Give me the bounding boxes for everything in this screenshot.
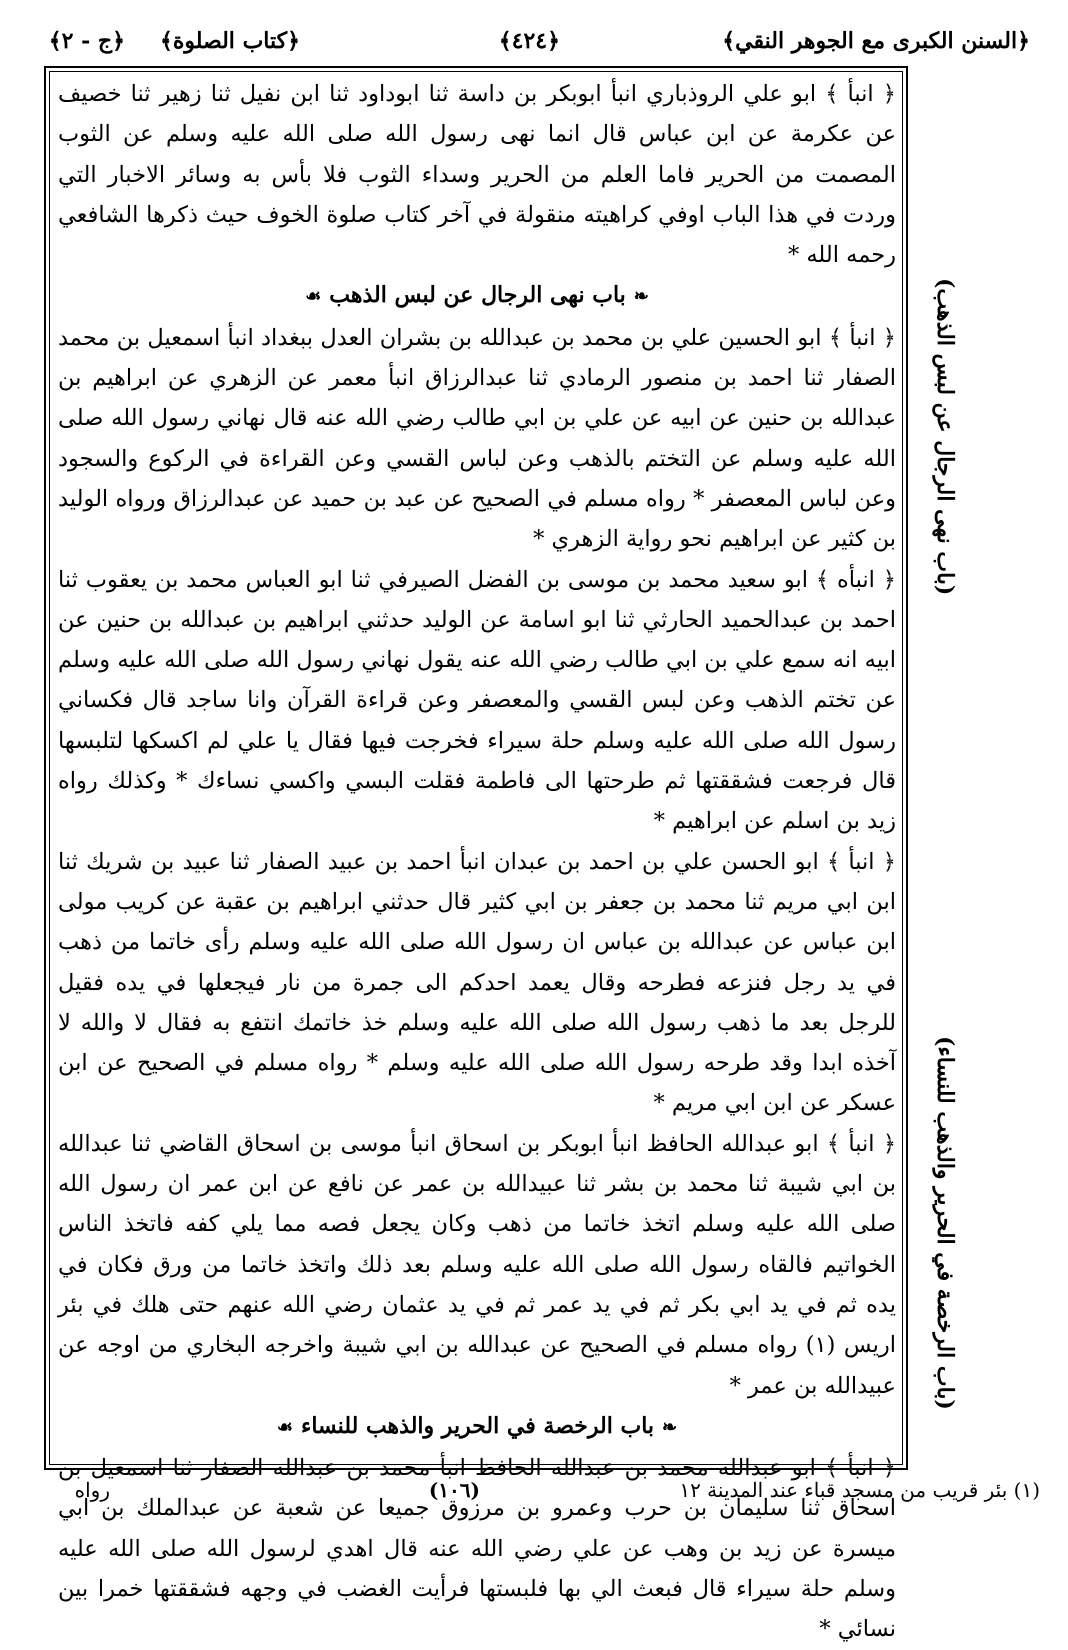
footnote: (١) بئر قريب من مسجد قباء عند المدينة ١٢ [679,1478,1040,1502]
running-title: ﴿السنن الكبرى مع الجوهر النقي﴾ [722,28,1030,54]
hadith-paragraph: ﴿ انبأ ﴾ ابو الحسن علي بن احمد بن عبدان انبأ احمد بن عبيد الصفار ثنا عبيد بن شريك ثنا ابن ابي مريم ثنا محمد بن جعفر بن ابي كثير قال حدثني ابراهيم بن عقبة عن كريب مولى ابن عباس عن عبدالله بن عباس ان رسول الله صلى الله عليه وسلم رأى خاتما من ذهب في يد رجل فنزعه فطرحه وقال يعمد احدكم الى جمرة من نار فيجعلها في يده فقيل للرجل بعد ما ذهب رسول الله صلى الله عليه وسلم خذ خاتمك انتفع به فقال لا والله لا آخذه ابدا وقد طرحه رسول الله صلى الله عليه وسلم * رواه مسلم في الصحيح عن ابن عسكر عن ابن ابي مريم * [58,848,896,1117]
main-text [58,74,896,1650]
ornament-icon: ❧ [662,1416,678,1438]
page-header [30,24,1030,60]
hadith-paragraph: ﴿ انبأ ﴾ ابو عبدالله محمد بن عبدالله الحافظ انبأ محمد بن عبدالله الصفار ثنا اسمعيل بن اسحاق ثنا سليمان بن حرب وعمرو بن مرزوق جميعا عن شعبة عن عبدالملك بن ابي ميسرة عن زيد بن وهب عن علي رضي الله عنه قال اهدي لرسول الله صلى الله عليه وسلم حلة سيراء قال فبعث الي بها فلبستها فرأيت الغضب في وجهه فشققتها خمرا بين نسائي * [58,1455,896,1643]
ornament-icon: ☙ [276,1416,293,1438]
volume-label: ﴿ج - ٢﴾ [48,28,125,54]
chapter-heading [58,1406,896,1448]
hadith-paragraph: ﴿ انبأ ﴾ ابو علي الروذباري انبأ ابوبكر بن داسة ثنا ابوداود ثنا ابن نفيل ثنا زهير ثنا خصيف عن عكرمة عن ابن عباس قال انما نهى رسول الله صلى الله عليه وسلم عن الثوب المصمت من الحرير فاما العلم من الحرير وسداء الثوب فلا بأس به وسائر الاخبار التي وردت في هذا الباب اوفي كراهيته منقولة في آخر كتاب صلوة الخوف حيث ذكرها الشافعي رحمه الله * [58,81,896,269]
hadith-paragraph: ﴿ انبأ ﴾ ابو الحسين علي بن محمد بن عبدالله بن بشران العدل ببغداد انبأ اسمعيل بن محمد الصفار ثنا احمد بن منصور الرمادي ثنا عبدالرزاق انبأ معمر عن الزهري عن ابراهيم بن عبدالله بن حنين عن ابيه عن علي بن ابي طالب رضي الله عنه قال نهاني رسول الله صلى الله عليه وسلم عن التختم بالذهب وعن لباس القسي وعن القراءة في الركوع والسجود وعن لباس المعصفر * رواه مسلم في الصحيح عن عبد بن حميد عن عبدالرزاق ورواه الوليد بن كثير عن ابراهيم نحو رواية الزهري * [58,324,896,553]
page-number: ﴿٤٢٤﴾ [498,28,560,54]
hadith-paragraph: ﴿ انبأ ﴾ ابو عبدالله الحافظ انبأ ابوبكر بن اسحاق انبأ موسى بن اسحاق القاضي ثنا عبدالله بن ابي شيبة ثنا محمد بن بشر ثنا عبيدالله بن عمر عن نافع عن ابن عمر ان رسول الله صلى الله عليه وسلم اتخذ خاتما من ذهب وكان يجعل فصه مما يلي كفه فاتخذ الناس الخواتيم فالقاه رسول الله صلى الله عليه وسلم بعد ذلك واتخذ خاتما من ورق فكان في يده ثم في يد ابي بكر ثم في يد عمر ثم في يد عثمان رضي الله عنهم حتى هلك في بئر اريس (١) رواه مسلم في الصحيح عن عبدالله بن ابي شيبة واخرجه البخاري من اوجه عن عبيدالله بن عمر * [58,1130,896,1399]
margin-gloss: (باب الرخصة في الحرير والذهب للنساء) [932,1036,958,1410]
catchword: رواه [74,1478,110,1502]
ornament-icon: ❧ [633,286,649,308]
hadith-paragraph: ﴿ انبأه ﴾ ابو سعيد محمد بن موسى بن الفضل الصيرفي ثنا ابو العباس محمد بن يعقوب ثنا احمد بن عبدالحميد الحارثي ثنا ابو اسامة عن الوليد حدثني ابراهيم بن عبدالله بن حنين عن ابيه انه سمع علي بن ابي طالب رضي الله عنه يقول نهاني رسول الله صلى الله عليه وسلم عن تختم الذهب وعن لبس القسي والمعصفر وعن قراءة القرآن وانا ساجد قال فكساني رسول الله صلى الله عليه وسلم حلة سيراء فخرجت فيها فقال يا علي لم اكسكها لتلبسها قال فرجعت فشققتها ثم طرحتها الى فاطمة فقلت البسي واكسي نساءك * وكذلك رواه زيد بن اسلم عن ابراهيم * [58,566,896,835]
chapter-heading-text: باب نهى الرجال عن لبس الذهب [329,282,626,309]
page-footer [40,1474,1040,1510]
margin-gloss: (باب نهى الرجال عن لبس الذهب) [932,278,958,596]
ornament-icon: ☙ [305,286,322,308]
footer-page-number: (١٠٦) [428,1478,480,1502]
chapter-heading [58,275,896,317]
book-title: ﴿كتاب الصلوة﴾ [159,28,300,54]
chapter-heading-text: باب الرخصة في الحرير والذهب للنساء [301,1412,655,1439]
